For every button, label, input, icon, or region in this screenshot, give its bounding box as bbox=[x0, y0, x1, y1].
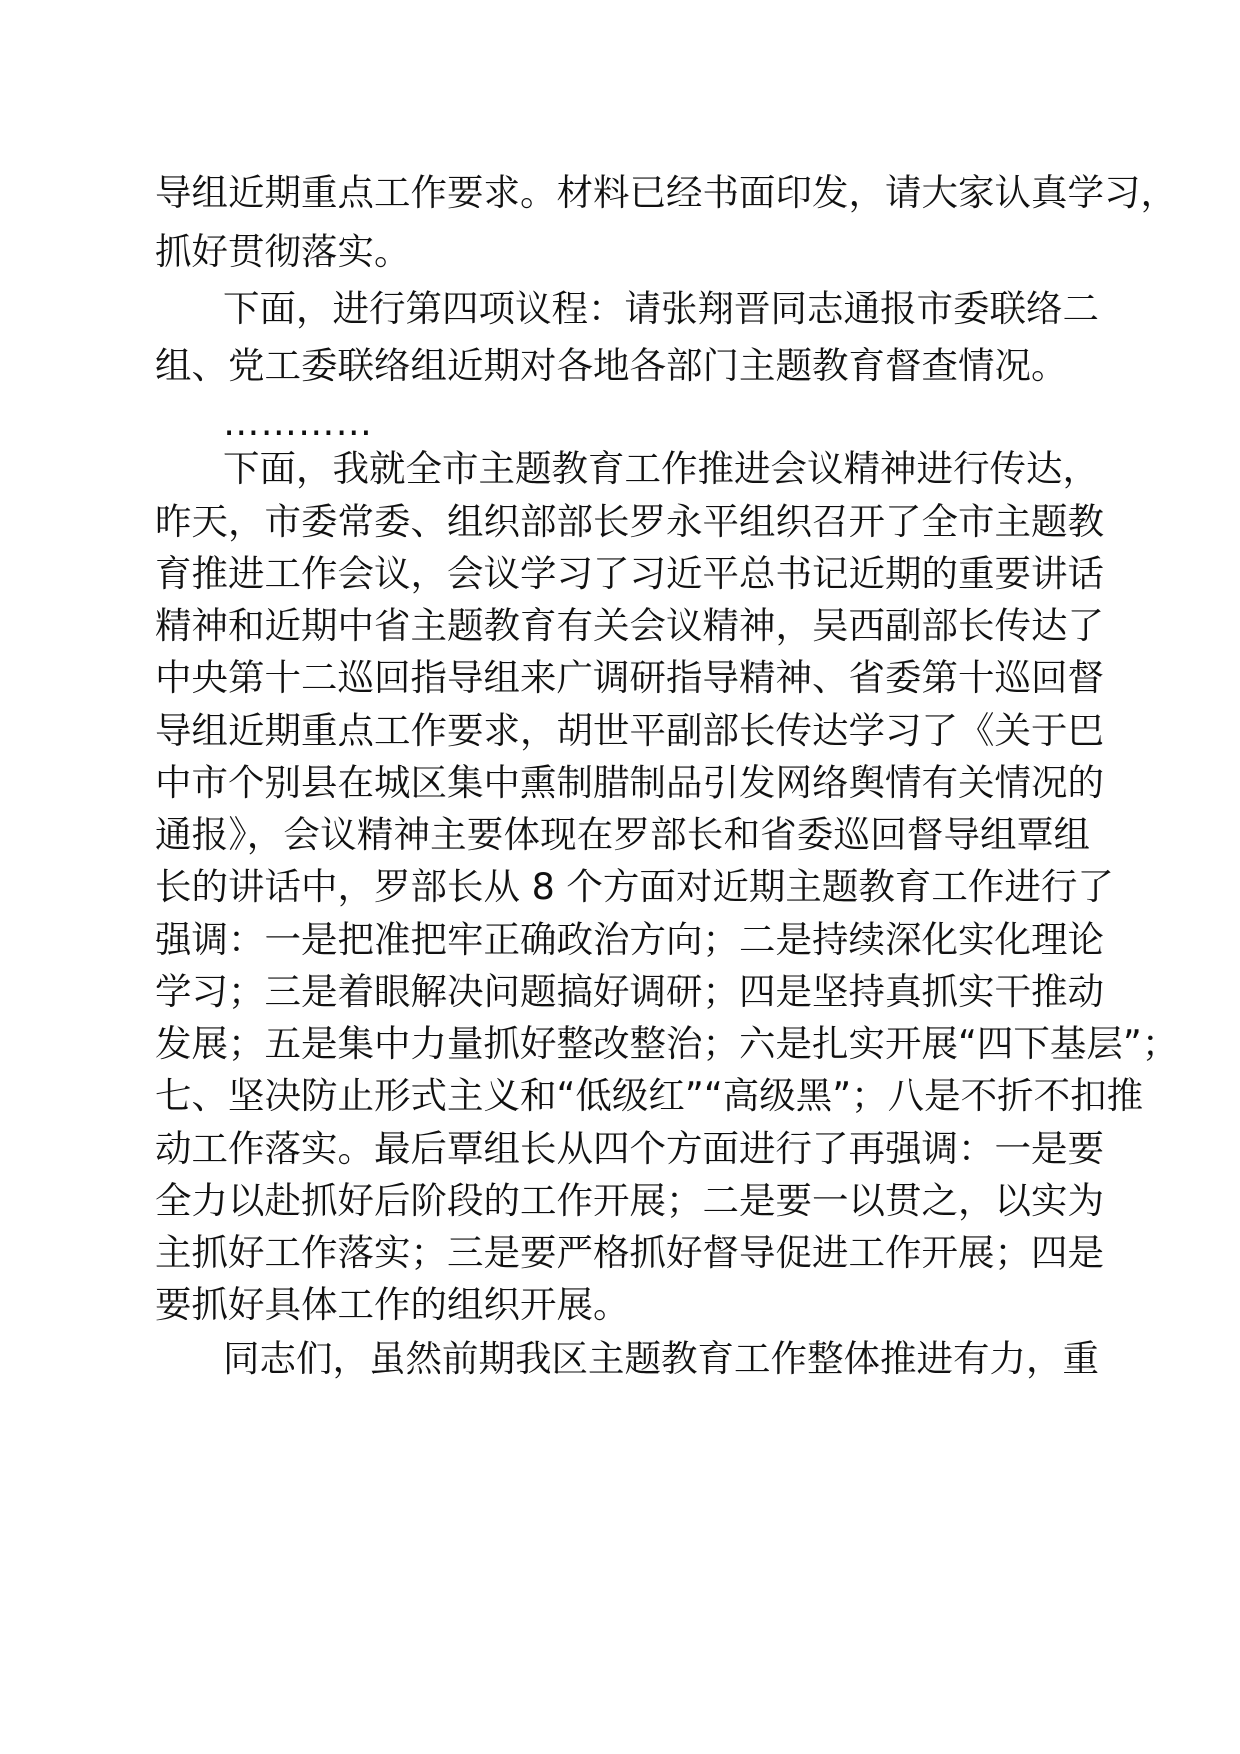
text-line: 昨天，市委常委、组织部部长罗永平组织召开了全市主题教 bbox=[155, 500, 1104, 543]
text-line: 七、坚决防止形式主义和“低级红”“高级黑”；八是不折不扣推 bbox=[155, 1074, 1144, 1117]
text-line: 导组近期重点工作要求。材料已经书面印发，请大家认真学习， bbox=[155, 171, 1177, 214]
text-line: 精神和近期中省主题教育有关会议精神，吴西副部长传达了 bbox=[155, 604, 1104, 647]
text-line: 长的讲话中，罗部长从 8 个方面对近期主题教育工作进行了 bbox=[155, 865, 1114, 908]
text-line: 中央第十二巡回指导组来广调研指导精神、省委第十巡回督 bbox=[155, 656, 1104, 699]
text-line: 动工作落实。最后覃组长从四个方面进行了再强调：一是要 bbox=[155, 1127, 1104, 1170]
paragraph-first-line: 下面，我就全市主题教育工作推进会议精神进行传达， bbox=[223, 447, 1099, 490]
text-line: 育推进工作会议，会议学习了习近平总书记近期的重要讲话 bbox=[155, 552, 1104, 595]
paragraph-first-line: 同志们，虽然前期我区主题教育工作整体推进有力，重 bbox=[223, 1337, 1099, 1380]
text-line: 学习；三是着眼解决问题搞好调研；四是坚持真抓实干推动 bbox=[155, 970, 1104, 1013]
text-line: 组、党工委联络组近期对各地各部门主题教育督查情况。 bbox=[155, 344, 1068, 387]
text-line: 全力以赴抓好后阶段的工作开展；二是要一以贯之，以实为 bbox=[155, 1179, 1104, 1222]
text-line: 发展；五是集中力量抓好整改整治；六是扎实开展“四下基层”； bbox=[155, 1022, 1179, 1065]
text-line: 中市个别县在城区集中熏制腊制品引发网络舆情有关情况的 bbox=[155, 761, 1104, 804]
text-line: 要抓好具体工作的组织开展。 bbox=[155, 1283, 630, 1326]
ellipsis-separator: ………… bbox=[223, 401, 373, 444]
text-line: 抓好贯彻落实。 bbox=[155, 230, 411, 273]
text-line: 强调：一是把准把牢正确政治方向；二是持续深化实化理论 bbox=[155, 918, 1104, 961]
text-line: 导组近期重点工作要求，胡世平副部长传达学习了《关于巴 bbox=[155, 709, 1104, 752]
paragraph-first-line: 下面，进行第四项议程：请张翔晋同志通报市委联络二 bbox=[223, 287, 1099, 330]
text-line: 主抓好工作落实；三是要严格抓好督导促进工作开展；四是 bbox=[155, 1231, 1104, 1274]
text-line: 通报》，会议精神主要体现在罗部长和省委巡回督导组覃组 bbox=[155, 813, 1090, 856]
